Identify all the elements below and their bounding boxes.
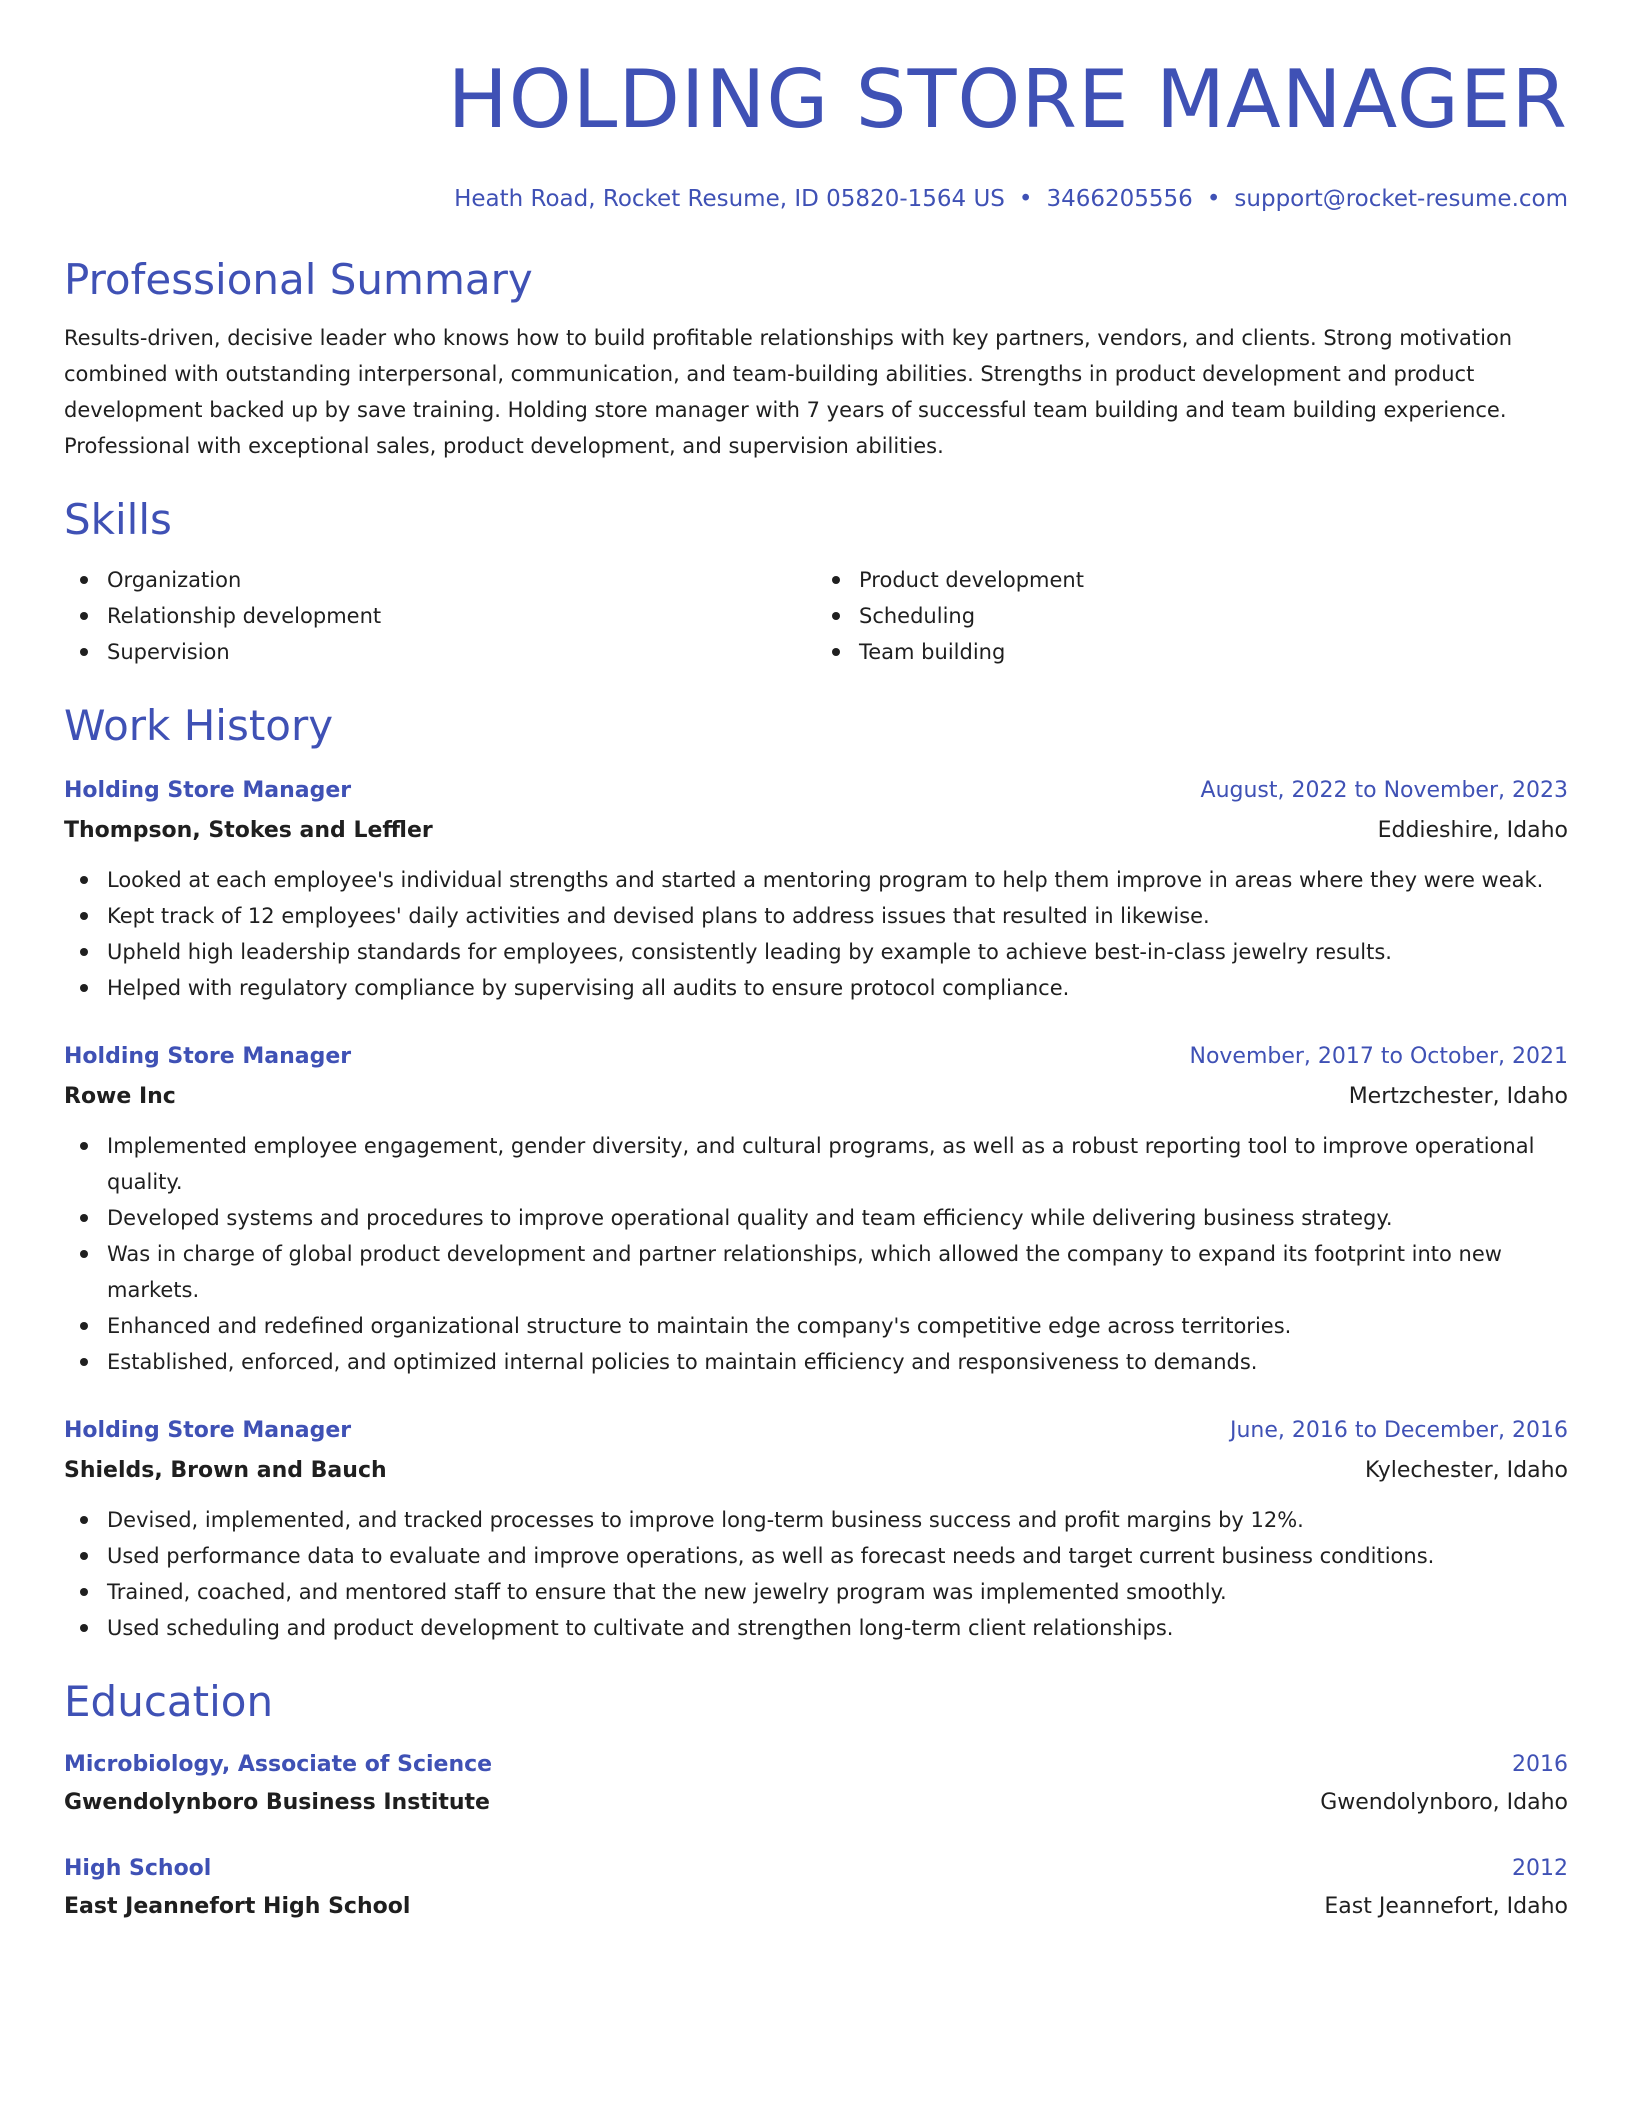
contact-address: Heath Road, Rocket Resume, ID 05820-1564 US [454, 186, 1005, 212]
summary-heading: Professional Summary [64, 255, 533, 304]
job-bullets [64, 1128, 1568, 1380]
job-bullet: Upheld high leadership standards for employees, consistently leading by example to achieve best-in-class jewelry results. [107, 934, 1568, 970]
job-bullet: Was in charge of global product development and partner relationships, which allowed the company to expand its footprint into new markets. [107, 1236, 1568, 1308]
education-entry [64, 1854, 1568, 1922]
job-bullet: Used scheduling and product development to cultivate and strengthen long-term client relationships. [107, 1610, 1568, 1646]
job-location: Kylechester, Idaho [1364, 1458, 1568, 1483]
job-bullet: Established, enforced, and optimized internal policies to maintain efficiency and responsiveness to demands. [107, 1344, 1568, 1380]
job-bullet: Kept track of 12 employees' daily activities and devised plans to address issues that resulted in likewise. [107, 898, 1568, 934]
skill-item: Organization [107, 562, 816, 598]
job-bullets [64, 1502, 1568, 1646]
job-dates: August, 2022 to November, 2023 [1200, 778, 1568, 803]
skills-column-left [64, 562, 816, 670]
job-company: Thompson, Stokes and Leffler [64, 818, 433, 843]
education-location: Gwendolynboro, Idaho [1320, 1790, 1568, 1815]
job-title: Holding Store Manager [64, 1418, 352, 1443]
job-bullet: Devised, implemented, and tracked processes to improve long-term business success and profit margins by 12%. [107, 1502, 1568, 1538]
skills-column-right [816, 562, 1568, 670]
education-degree: High School [64, 1856, 212, 1881]
education-entry [64, 1750, 1568, 1818]
education-degree: Microbiology, Associate of Science [64, 1752, 493, 1777]
job-location: Eddieshire, Idaho [1377, 818, 1568, 843]
resume-title: HOLDING STORE MANAGER [447, 53, 1568, 146]
job-company: Shields, Brown and Bauch [64, 1458, 387, 1483]
skill-item: Relationship development [107, 598, 816, 634]
skill-item: Team building [859, 634, 1568, 670]
job-bullet: Developed systems and procedures to improve operational quality and team efficiency while delivering business strategy. [107, 1200, 1568, 1236]
skill-item: Supervision [107, 634, 816, 670]
job-dates: June, 2016 to December, 2016 [1229, 1418, 1568, 1443]
job-entry [64, 1416, 1568, 1646]
job-entry [64, 1042, 1568, 1380]
job-bullet: Trained, coached, and mentored staff to ensure that the new jewelry program was implemented smoothly. [107, 1574, 1568, 1610]
skills-list [64, 562, 1568, 670]
job-bullet: Used performance data to evaluate and improve operations, as well as forecast needs and target current business conditions. [107, 1538, 1568, 1574]
skill-item: Product development [859, 562, 1568, 598]
skill-item: Scheduling [859, 598, 1568, 634]
job-entry [64, 776, 1568, 1006]
job-bullet: Implemented employee engagement, gender diversity, and cultural programs, as well as a robust reporting tool to improve operational quality. [107, 1128, 1568, 1200]
contact-line [64, 184, 1568, 214]
education-location: East Jeannefort, Idaho [1324, 1894, 1568, 1919]
job-dates: November, 2017 to October, 2021 [1189, 1044, 1568, 1069]
education-year: 2016 [1512, 1752, 1568, 1777]
job-location: Mertzchester, Idaho [1348, 1084, 1568, 1109]
contact-email[interactable]: support@rocket-resume.com [1234, 186, 1568, 212]
contact-separator: • [1018, 186, 1033, 212]
education-year: 2012 [1512, 1856, 1568, 1881]
education-heading: Education [64, 1677, 274, 1726]
work-history-heading: Work History [64, 701, 334, 750]
education-school: East Jeannefort High School [64, 1894, 411, 1919]
job-bullets [64, 862, 1568, 1006]
skills-heading: Skills [64, 495, 172, 544]
job-bullet: Looked at each employee's individual strengths and started a mentoring program to help them improve in areas where they were weak. [107, 862, 1568, 898]
job-title: Holding Store Manager [64, 778, 352, 803]
education-school: Gwendolynboro Business Institute [64, 1790, 490, 1815]
job-bullet: Helped with regulatory compliance by supervising all audits to ensure protocol compliance. [107, 970, 1568, 1006]
job-bullet: Enhanced and redefined organizational structure to maintain the company's competitive edge across territories. [107, 1308, 1568, 1344]
contact-separator: • [1206, 186, 1221, 212]
job-company: Rowe Inc [64, 1084, 176, 1109]
summary-text: Results-driven, decisive leader who knows how to build profitable relationships with key partners, vendors, and clients. Strong motivation combined with outstanding interpersonal, communication, and team-building abilities. Strengths in product development and product development backed up by save training. Holding store manager with 7 years of successful team building and team building experience. Professional with exceptional sales, product development, and supervision abilities. [64, 326, 1513, 458]
job-title: Holding Store Manager [64, 1044, 352, 1069]
contact-phone: 3466205556 [1046, 186, 1193, 212]
